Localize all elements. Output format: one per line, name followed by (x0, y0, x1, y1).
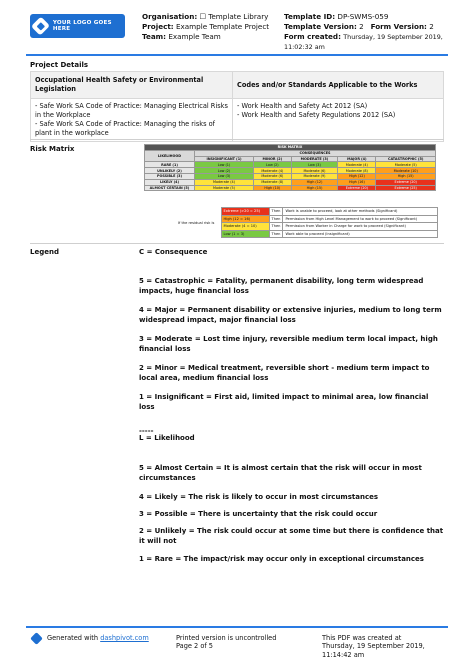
risk-cell: Moderate (6) (254, 173, 292, 179)
form-created-time: 11:02:32 am (284, 43, 325, 51)
codes-item: - Work Health and Safety Regulations 2012 (SA) (237, 111, 396, 119)
uncontrolled-notice: Printed version is uncontrolled (176, 634, 277, 642)
risk-cell: Moderate (6) (291, 168, 338, 174)
likelihood-label: RARE (1) (145, 162, 195, 168)
residual-risk-row (176, 208, 438, 216)
risk-cell: Moderate (5) (195, 185, 254, 191)
codes-cell (233, 99, 444, 142)
legend-item: 3 = Moderate = Lost time injury, reversible medium term local impact, high financial loss (139, 335, 438, 353)
section-divider (30, 139, 444, 140)
risk-cell: High (16) (338, 179, 376, 185)
risk-cell: High (10) (254, 185, 292, 191)
form-created-value: Thursday, 19 September 2019, (343, 33, 443, 41)
form-created-label: Form created: (284, 32, 341, 41)
risk-cell: High (15) (291, 185, 338, 191)
risk-cell: Extreme (20) (338, 185, 376, 191)
consequence-column-header: MINOR (2) (254, 156, 292, 162)
risk-cell: Extreme (20) (376, 179, 436, 185)
legend-item: 4 = Major = Permanent disability or extensive injuries, medium to long term widespread impact, major financial loss (139, 306, 442, 324)
residual-then: Then (269, 223, 283, 231)
risk-cell: Moderate (9) (291, 173, 338, 179)
residual-then: Then (269, 215, 283, 223)
project-label: Project: (142, 22, 174, 31)
residual-level: High (12 = 16) (221, 215, 269, 223)
created-line: 11:14:42 am (322, 650, 365, 659)
residual-risk-table (176, 207, 438, 238)
likelihood-label: LIKELY (4) (145, 179, 195, 185)
legend-item: L = Likelihood (139, 434, 195, 442)
form-version-value: 2 (429, 22, 434, 31)
risk-cell: Moderate (8) (254, 179, 292, 185)
section-divider (30, 243, 444, 244)
consequence-column-header: MODERATE (3) (291, 156, 338, 162)
footer-created-info (322, 634, 425, 659)
risk-cell: High (12) (338, 173, 376, 179)
header-divider (26, 54, 448, 56)
risk-cell: Low (1) (195, 162, 254, 168)
logo-icon (31, 16, 50, 35)
team-value: Example Team (168, 32, 221, 41)
page-number: Page 2 of 5 (176, 642, 213, 651)
residual-then: Then (269, 230, 283, 238)
legislation-item: - Safe Work SA Code of Practice: Managing Electrical Risks in the Workplace (35, 102, 228, 119)
residual-then: Then (269, 208, 283, 216)
template-id-label: Template ID: (284, 12, 336, 21)
legend-item: 1 = Insignificant = First aid, limited impact to minimal area, low financial loss (139, 393, 429, 411)
risk-matrix-table (144, 144, 436, 191)
generated-with (30, 634, 149, 643)
likelihood-label: ALMOST CERTAIN (5) (145, 185, 195, 191)
created-line: Thursday, 19 September 2019, (322, 642, 425, 651)
legend-item: ----- (139, 427, 154, 435)
legend-label: Legend (30, 248, 59, 256)
residual-level: Low (1 = 3) (221, 230, 269, 238)
risk-cell: Extreme (25) (376, 185, 436, 191)
legend-item: 3 = Possible = There is uncertainty that the risk could occur (139, 510, 378, 518)
legend-item: 1 = Rare = The impact/risk may occur only in exceptional circumstances (139, 555, 424, 563)
project-details-table (30, 71, 444, 142)
legend-item: 4 = Likely = The risk is likely to occur in most circumstances (139, 493, 379, 501)
legislation-item: - Safe Work SA Code of Practice: Managing the risks of plant in the workplace (35, 120, 215, 137)
risk-cell: Low (3) (291, 162, 338, 168)
likelihood-label: POSSIBLE (3) (145, 173, 195, 179)
residual-action: Permission from High Level Management to work to proceed (Significant) (283, 215, 438, 223)
template-version-label: Template Version: (284, 22, 357, 31)
footer-page-info (176, 634, 276, 651)
created-line: This PDF was created at (322, 634, 402, 642)
risk-cell: Low (2) (195, 168, 254, 174)
legend-item: 5 = Catastrophic = Fatality, permanent disability, long term widespread impacts, huge financial loss (139, 277, 424, 295)
template-version-value: 2 (359, 22, 364, 31)
logo-text: YOUR LOGO GOES HERE (52, 20, 112, 32)
risk-cell: High (12) (291, 179, 338, 185)
risk-cell: Moderate (4) (195, 179, 254, 185)
legislation-header: Occupational Health Safety or Environmental Legislation (31, 72, 233, 99)
risk-matrix-title: RISK MATRIX (145, 145, 436, 151)
risk-cell: Low (3) (195, 173, 254, 179)
footer-divider (26, 626, 448, 628)
likelihood-header: LIKELIHOOD (145, 150, 195, 162)
dashpivot-link[interactable]: dashpivot.com (100, 634, 149, 643)
risk-cell: Moderate (5) (376, 162, 436, 168)
dashpivot-icon (30, 632, 43, 645)
risk-cell: Moderate (10) (376, 168, 436, 174)
form-version-label: Form Version: (370, 22, 427, 31)
residual-level: Moderate (4 = 10) (221, 223, 269, 231)
project-value: Example Template Project (175, 22, 270, 31)
generated-text: Generated with (47, 634, 99, 643)
organisation-label: Organisation: (142, 12, 198, 21)
legend-item: C = Consequence (139, 248, 208, 256)
residual-if-label: If the residual risk is (178, 220, 215, 225)
risk-cell: High (15) (376, 173, 436, 179)
residual-action: Work able to proceed (Insignificant) (283, 230, 438, 238)
organisation-value: ☐ Template Library (199, 12, 269, 21)
consequences-header: CONSEQUENCES (195, 150, 436, 156)
legend-item: 5 = Almost Certain = It is almost certain that the risk will occur in most circumstances (139, 464, 422, 482)
legend-item: 2 = Unlikely = The risk could occur at some time but there is confidence that it will not (139, 527, 444, 545)
risk-matrix-label: Risk Matrix (30, 145, 75, 153)
template-id-value: DP-SWMS-059 (337, 12, 389, 21)
legend-item: 2 = Minor = Medical treatment, reversible short - medium term impact to local area, medium financial loss (139, 364, 430, 382)
residual-action: Work is unable to proceed, look at other methods (Significant) (283, 208, 438, 216)
codes-item: - Work Health and Safety Act 2012 (SA) (237, 102, 368, 110)
legislation-cell (31, 99, 233, 142)
project-details-title: Project Details (30, 61, 89, 69)
residual-action: Permission from Worker in Charge for work to proceed (Significant) (283, 223, 438, 231)
likelihood-label: UNLIKELY (2) (145, 168, 195, 174)
company-logo (30, 14, 125, 38)
team-label: Team: (142, 32, 167, 41)
risk-cell: Moderate (4) (338, 162, 376, 168)
codes-header: Codes and/or Standards Applicable to the Works (233, 72, 444, 99)
header-project-info (142, 12, 269, 42)
residual-level: Extreme (>20 = 25) (221, 208, 269, 216)
consequence-column-header: MAJOR (4) (338, 156, 376, 162)
risk-cell: Low (2) (254, 162, 292, 168)
risk-matrix-row (145, 185, 436, 191)
risk-cell: Moderate (8) (338, 168, 376, 174)
consequence-column-header: CATASTROPHIC (5) (376, 156, 436, 162)
header-template-info (284, 12, 443, 52)
consequence-column-header: INSIGNIFICANT (1) (195, 156, 254, 162)
page-header (26, 8, 448, 50)
risk-cell: Moderate (4) (254, 168, 292, 174)
